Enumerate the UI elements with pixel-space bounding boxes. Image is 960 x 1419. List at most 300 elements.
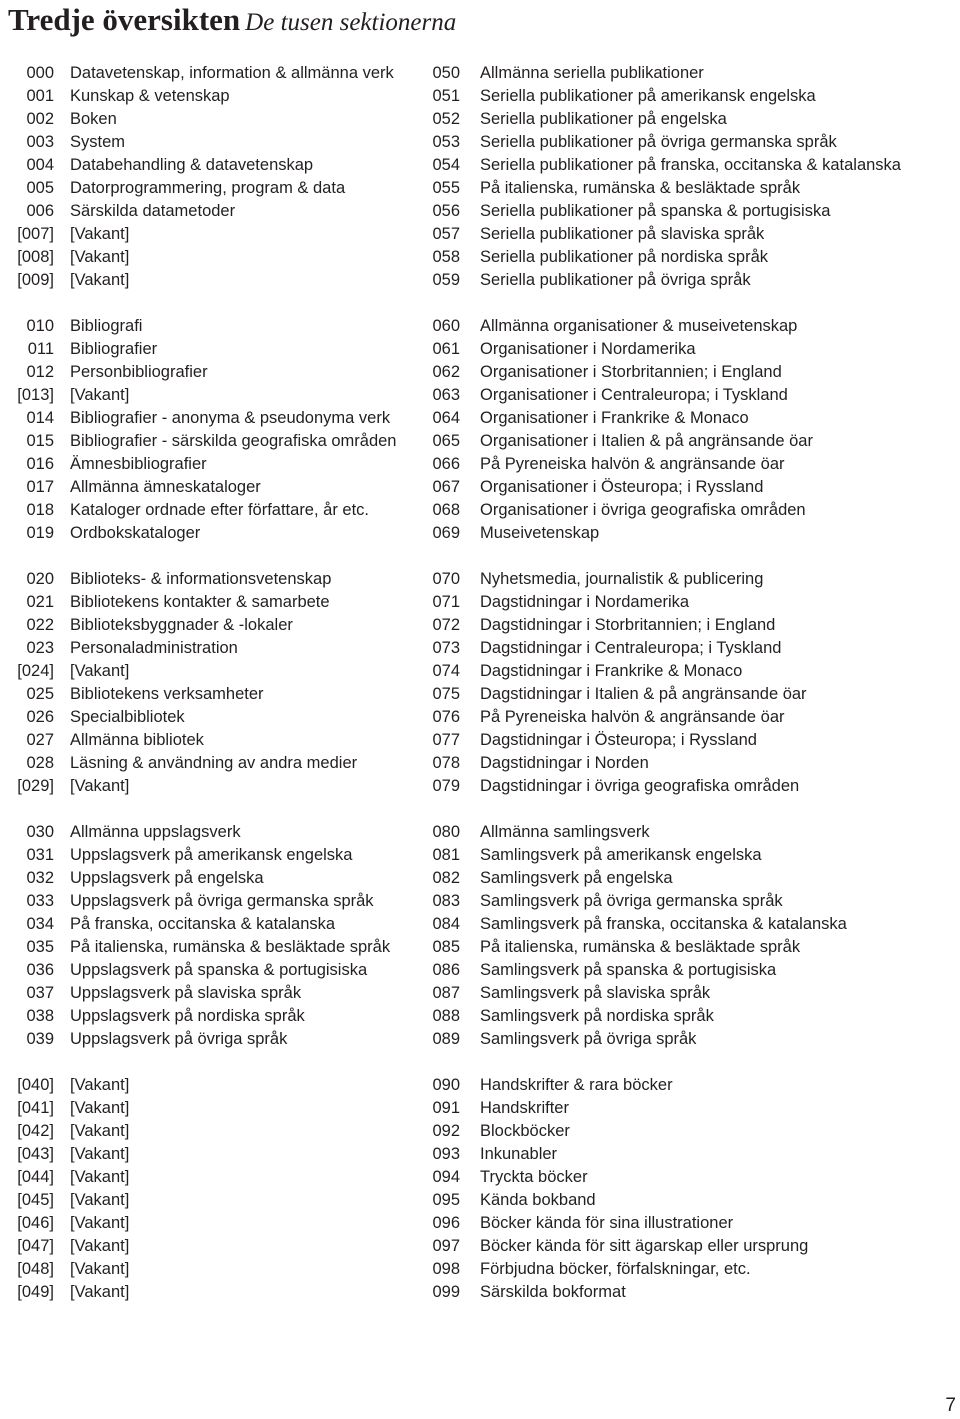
list-item: [0, 982, 420, 1005]
section-label: Personbibliografier: [70, 363, 208, 381]
section-code: 092: [432, 1122, 460, 1140]
list-item: [0, 637, 420, 660]
classification-section: [0, 568, 420, 798]
section-label: Datavetenskap, information & allmänna verk: [70, 64, 394, 82]
section-label: Seriella publikationer på övriga germanska språk: [480, 133, 837, 151]
section-code: 086: [432, 961, 460, 979]
section-label: Uppslagsverk på övriga germanska språk: [70, 892, 374, 910]
section-label: Datorprogrammering, program & data: [70, 179, 346, 197]
section-code: 020: [26, 570, 54, 588]
list-item: [420, 1120, 960, 1143]
section-code: [046]: [17, 1214, 54, 1232]
section-label: Dagstidningar i Norden: [480, 754, 649, 772]
list-item: [0, 315, 420, 338]
list-item: [0, 269, 420, 292]
list-item: [0, 223, 420, 246]
section-label: Boken: [70, 110, 117, 128]
page-title: [8, 0, 456, 43]
list-item: [420, 913, 960, 936]
list-item: [0, 1074, 420, 1097]
list-item: [420, 982, 960, 1005]
section-code: 000: [26, 64, 54, 82]
section-code: [042]: [17, 1122, 54, 1140]
section-code: 016: [26, 455, 54, 473]
list-item: [420, 499, 960, 522]
list-item: [0, 1097, 420, 1120]
section-label: Uppslagsverk på amerikansk engelska: [70, 846, 353, 864]
section-label: [Vakant]: [70, 1214, 130, 1232]
section-label: Dagstidningar i Italien & på angränsande öar: [480, 685, 807, 703]
section-label: Biblioteks- & informationsvetenskap: [70, 570, 332, 588]
section-code: [045]: [17, 1191, 54, 1209]
section-code: 052: [432, 110, 460, 128]
list-item: [0, 729, 420, 752]
section-code: 084: [432, 915, 460, 933]
section-code: [009]: [17, 271, 54, 289]
section-code: 064: [432, 409, 460, 427]
list-item: [0, 890, 420, 913]
section-label: Specialbibliotek: [70, 708, 185, 726]
section-code: 050: [432, 64, 460, 82]
list-item: [420, 1258, 960, 1281]
section-code: 089: [432, 1030, 460, 1048]
section-code: 081: [432, 846, 460, 864]
section-label: Uppslagsverk på nordiska språk: [70, 1007, 305, 1025]
section-code: 021: [26, 593, 54, 611]
section-code: 026: [26, 708, 54, 726]
section-label: [Vakant]: [70, 386, 130, 404]
list-item: [420, 936, 960, 959]
list-item: [0, 499, 420, 522]
section-label: [Vakant]: [70, 662, 130, 680]
section-code: 006: [26, 202, 54, 220]
section-label: Allmänna organisationer & museivetenskap: [480, 317, 798, 335]
section-code: 067: [432, 478, 460, 496]
section-code: 062: [432, 363, 460, 381]
section-code: 095: [432, 1191, 460, 1209]
section-code: [040]: [17, 1076, 54, 1094]
section-code: 023: [26, 639, 54, 657]
left-column: [0, 62, 420, 1304]
right-column: [420, 62, 960, 1304]
list-item: [0, 1120, 420, 1143]
section-label: Kända bokband: [480, 1191, 596, 1209]
list-item: [420, 200, 960, 223]
list-item: [0, 1235, 420, 1258]
section-code: 031: [26, 846, 54, 864]
section-code: 051: [432, 87, 460, 105]
section-code: 085: [432, 938, 460, 956]
section-label: Bibliotekens kontakter & samarbete: [70, 593, 330, 611]
section-label: Böcker kända för sitt ägarskap eller ursprung: [480, 1237, 809, 1255]
section-label: Dagstidningar i Frankrike & Monaco: [480, 662, 743, 680]
section-code: 037: [26, 984, 54, 1002]
list-item: [0, 361, 420, 384]
section-label: Uppslagsverk på engelska: [70, 869, 264, 887]
section-code: 018: [26, 501, 54, 519]
section-label: Organisationer i Centraleuropa; i Tyskland: [480, 386, 788, 404]
section-label: Seriella publikationer på nordiska språk: [480, 248, 768, 266]
list-item: [0, 959, 420, 982]
section-label: Biblioteksbyggnader & -lokaler: [70, 616, 293, 634]
section-code: [044]: [17, 1168, 54, 1186]
section-label: På franska, occitanska & katalanska: [70, 915, 336, 933]
section-code: 028: [26, 754, 54, 772]
section-code: [048]: [17, 1260, 54, 1278]
list-item: [0, 430, 420, 453]
section-label: [Vakant]: [70, 1191, 130, 1209]
list-item: [420, 131, 960, 154]
section-label: Blockböcker: [480, 1122, 570, 1140]
section-label: Allmänna samlingsverk: [480, 823, 650, 841]
section-code: 068: [432, 501, 460, 519]
section-code: 078: [432, 754, 460, 772]
section-code: 072: [432, 616, 460, 634]
section-code: 059: [432, 271, 460, 289]
classification-section: [420, 1074, 960, 1304]
list-item: [420, 522, 960, 545]
section-code: 030: [26, 823, 54, 841]
list-item: [420, 476, 960, 499]
list-item: [420, 1028, 960, 1051]
section-code: 087: [432, 984, 460, 1002]
section-label: Seriella publikationer på engelska: [480, 110, 727, 128]
list-item: [420, 614, 960, 637]
section-code: 036: [26, 961, 54, 979]
section-code: 096: [432, 1214, 460, 1232]
list-item: [420, 1235, 960, 1258]
list-item: [420, 154, 960, 177]
list-item: [0, 476, 420, 499]
section-label: Ämnesbibliografier: [70, 455, 207, 473]
section-label: Organisationer i Östeuropa; i Ryssland: [480, 478, 764, 496]
list-item: [420, 752, 960, 775]
section-label: Bibliografier - särskilda geografiska områden: [70, 432, 397, 450]
section-label: Tryckta böcker: [480, 1168, 588, 1186]
list-item: [420, 361, 960, 384]
section-label: På Pyreneiska halvön & angränsande öar: [480, 455, 785, 473]
section-label: Allmänna ämneskataloger: [70, 478, 261, 496]
page-subtitle: De tusen sektionerna: [245, 9, 457, 36]
list-item: [0, 1212, 420, 1235]
list-item: [420, 269, 960, 292]
section-code: 038: [26, 1007, 54, 1025]
list-item: [0, 821, 420, 844]
section-code: [007]: [17, 225, 54, 243]
section-label: Museivetenskap: [480, 524, 600, 542]
section-label: Böcker kända för sina illustrationer: [480, 1214, 734, 1232]
section-label: Nyhetsmedia, journalistik & publicering: [480, 570, 764, 588]
list-item: [420, 384, 960, 407]
section-code: [049]: [17, 1283, 54, 1301]
section-label: Dagstidningar i övriga geografiska områden: [480, 777, 800, 795]
section-code: [008]: [17, 248, 54, 266]
section-label: [Vakant]: [70, 225, 130, 243]
list-item: [0, 154, 420, 177]
section-code: 003: [26, 133, 54, 151]
section-code: 011: [27, 340, 54, 358]
section-code: 053: [432, 133, 460, 151]
section-label: Organisationer i Italien & på angränsande öar: [480, 432, 813, 450]
list-item: [420, 1005, 960, 1028]
section-label: Bibliografi: [70, 317, 143, 335]
section-label: Seriella publikationer på övriga språk: [480, 271, 751, 289]
section-code: 071: [432, 593, 460, 611]
section-code: 034: [26, 915, 54, 933]
section-code: 098: [432, 1260, 460, 1278]
section-code: 060: [432, 317, 460, 335]
list-item: [420, 315, 960, 338]
section-label: Dagstidningar i Storbritannien; i England: [480, 616, 776, 634]
section-label: Organisationer i Nordamerika: [480, 340, 696, 358]
page-title-main: Tredje översikten: [8, 2, 241, 37]
list-item: [420, 108, 960, 131]
list-item: [420, 246, 960, 269]
section-code: 022: [26, 616, 54, 634]
section-label: Seriella publikationer på spanska & portugisiska: [480, 202, 831, 220]
section-code: [047]: [17, 1237, 54, 1255]
list-item: [420, 1189, 960, 1212]
section-label: Bibliografier - anonyma & pseudonyma verk: [70, 409, 391, 427]
section-code: 066: [432, 455, 460, 473]
list-item: [0, 453, 420, 476]
section-label: [Vakant]: [70, 1283, 130, 1301]
section-code: 076: [432, 708, 460, 726]
list-item: [420, 637, 960, 660]
section-label: Särskilda datametoder: [70, 202, 236, 220]
list-item: [420, 223, 960, 246]
list-item: [420, 844, 960, 867]
list-item: [0, 85, 420, 108]
section-label: Kataloger ordnade efter författare, år etc.: [70, 501, 370, 519]
list-item: [420, 1281, 960, 1304]
section-code: 056: [432, 202, 460, 220]
list-item: [420, 1166, 960, 1189]
section-label: Bibliotekens verksamheter: [70, 685, 264, 703]
list-item: [0, 384, 420, 407]
section-label: Bibliografier: [70, 340, 158, 358]
list-item: [0, 522, 420, 545]
list-item: [0, 936, 420, 959]
section-code: 080: [432, 823, 460, 841]
list-item: [0, 177, 420, 200]
section-label: Samlingsverk på spanska & portugisiska: [480, 961, 777, 979]
section-code: 070: [432, 570, 460, 588]
list-item: [420, 775, 960, 798]
list-item: [0, 1189, 420, 1212]
section-code: 032: [26, 869, 54, 887]
section-code: 012: [26, 363, 54, 381]
section-label: [Vakant]: [70, 1145, 130, 1163]
list-item: [0, 1028, 420, 1051]
list-item: [420, 85, 960, 108]
section-code: 015: [26, 432, 54, 450]
list-item: [420, 1074, 960, 1097]
section-code: 010: [26, 317, 54, 335]
classification-section: [0, 1074, 420, 1304]
list-item: [0, 706, 420, 729]
list-item: [0, 200, 420, 223]
classification-section: [420, 62, 960, 292]
classification-section: [420, 315, 960, 545]
section-code: 075: [432, 685, 460, 703]
section-label: Ordbokskataloger: [70, 524, 201, 542]
section-label: Uppslagsverk på övriga språk: [70, 1030, 288, 1048]
section-code: 083: [432, 892, 460, 910]
list-item: [420, 890, 960, 913]
section-code: 057: [432, 225, 460, 243]
section-label: Kunskap & vetenskap: [70, 87, 230, 105]
list-item: [0, 660, 420, 683]
section-label: På Pyreneiska halvön & angränsande öar: [480, 708, 785, 726]
section-label: Handskrifter & rara böcker: [480, 1076, 673, 1094]
section-code: 091: [432, 1099, 460, 1117]
list-item: [420, 660, 960, 683]
section-code: 094: [432, 1168, 460, 1186]
section-code: 002: [26, 110, 54, 128]
section-label: Organisationer i Frankrike & Monaco: [480, 409, 749, 427]
section-label: Samlingsverk på slaviska språk: [480, 984, 711, 1002]
section-label: [Vakant]: [70, 1076, 130, 1094]
list-item: [420, 959, 960, 982]
section-label: På italienska, rumänska & besläktade språk: [480, 938, 801, 956]
section-label: Seriella publikationer på amerikansk engelska: [480, 87, 816, 105]
section-code: 033: [26, 892, 54, 910]
list-item: [420, 591, 960, 614]
section-label: System: [70, 133, 126, 151]
list-item: [420, 729, 960, 752]
classification-section: [420, 821, 960, 1051]
section-code: 093: [432, 1145, 460, 1163]
list-item: [0, 246, 420, 269]
section-label: På italienska, rumänska & besläktade språk: [480, 179, 801, 197]
section-code: 061: [432, 340, 460, 358]
list-item: [420, 338, 960, 361]
classification-section: [0, 821, 420, 1051]
section-code: 090: [432, 1076, 460, 1094]
list-item: [0, 338, 420, 361]
list-item: [0, 752, 420, 775]
section-code: 055: [432, 179, 460, 197]
list-item: [420, 430, 960, 453]
section-code: 058: [432, 248, 460, 266]
section-label: Samlingsverk på engelska: [480, 869, 673, 887]
section-code: 088: [432, 1007, 460, 1025]
section-code: 079: [432, 777, 460, 795]
section-label: [Vakant]: [70, 271, 130, 289]
list-item: [420, 821, 960, 844]
section-label: Allmänna uppslagsverk: [70, 823, 241, 841]
section-label: Allmänna seriella publikationer: [480, 64, 704, 82]
section-label: Läsning & användning av andra medier: [70, 754, 358, 772]
section-code: 005: [26, 179, 54, 197]
list-item: [0, 867, 420, 890]
list-item: [420, 1212, 960, 1235]
section-label: [Vakant]: [70, 777, 130, 795]
section-label: [Vakant]: [70, 1260, 130, 1278]
classification-section: [0, 62, 420, 292]
section-label: Personaladministration: [70, 639, 238, 657]
list-item: [0, 108, 420, 131]
section-code: 001: [26, 87, 54, 105]
section-code: 074: [432, 662, 460, 680]
section-code: 069: [432, 524, 460, 542]
list-item: [420, 568, 960, 591]
list-item: [0, 131, 420, 154]
section-label: Förbjudna böcker, förfalskningar, etc.: [480, 1260, 751, 1278]
section-code: 014: [26, 409, 54, 427]
section-label: [Vakant]: [70, 248, 130, 266]
section-label: Inkunabler: [480, 1145, 558, 1163]
list-item: [0, 1166, 420, 1189]
section-label: Samlingsverk på amerikansk engelska: [480, 846, 762, 864]
section-label: Uppslagsverk på slaviska språk: [70, 984, 302, 1002]
list-item: [420, 1143, 960, 1166]
list-item: [0, 407, 420, 430]
section-label: Samlingsverk på övriga germanska språk: [480, 892, 783, 910]
section-code: [043]: [17, 1145, 54, 1163]
section-code: [013]: [17, 386, 54, 404]
list-item: [420, 683, 960, 706]
section-code: 019: [26, 524, 54, 542]
section-code: 063: [432, 386, 460, 404]
section-code: 004: [26, 156, 54, 174]
section-code: [029]: [17, 777, 54, 795]
section-label: [Vakant]: [70, 1168, 130, 1186]
section-code: 099: [432, 1283, 460, 1301]
section-label: Dagstidningar i Nordamerika: [480, 593, 690, 611]
list-item: [0, 1005, 420, 1028]
section-label: På italienska, rumänska & besläktade språk: [70, 938, 391, 956]
section-code: 035: [26, 938, 54, 956]
list-item: [420, 62, 960, 85]
section-label: [Vakant]: [70, 1122, 130, 1140]
section-code: 065: [432, 432, 460, 450]
section-code: 077: [432, 731, 460, 749]
list-item: [420, 867, 960, 890]
section-label: Uppslagsverk på spanska & portugisiska: [70, 961, 368, 979]
list-item: [420, 177, 960, 200]
section-code: 097: [432, 1237, 460, 1255]
section-label: Dagstidningar i Östeuropa; i Ryssland: [480, 731, 757, 749]
list-item: [0, 683, 420, 706]
section-code: 073: [432, 639, 460, 657]
list-item: [0, 913, 420, 936]
section-code: [024]: [17, 662, 54, 680]
section-label: Databehandling & datavetenskap: [70, 156, 314, 174]
list-item: [420, 706, 960, 729]
list-item: [420, 407, 960, 430]
section-code: 025: [26, 685, 54, 703]
section-label: [Vakant]: [70, 1099, 130, 1117]
section-label: Särskilda bokformat: [480, 1283, 626, 1301]
section-code: 039: [26, 1030, 54, 1048]
section-code: 017: [26, 478, 54, 496]
list-item: [0, 62, 420, 85]
section-code: 027: [26, 731, 54, 749]
list-item: [0, 614, 420, 637]
list-item: [420, 1097, 960, 1120]
section-code: 082: [432, 869, 460, 887]
section-label: Samlingsverk på övriga språk: [480, 1030, 697, 1048]
list-item: [0, 568, 420, 591]
section-label: Organisationer i Storbritannien; i England: [480, 363, 782, 381]
section-code: [041]: [17, 1099, 54, 1117]
section-label: Samlingsverk på nordiska språk: [480, 1007, 714, 1025]
page-number: 7: [945, 1395, 956, 1416]
list-item: [0, 591, 420, 614]
section-label: Allmänna bibliotek: [70, 731, 204, 749]
